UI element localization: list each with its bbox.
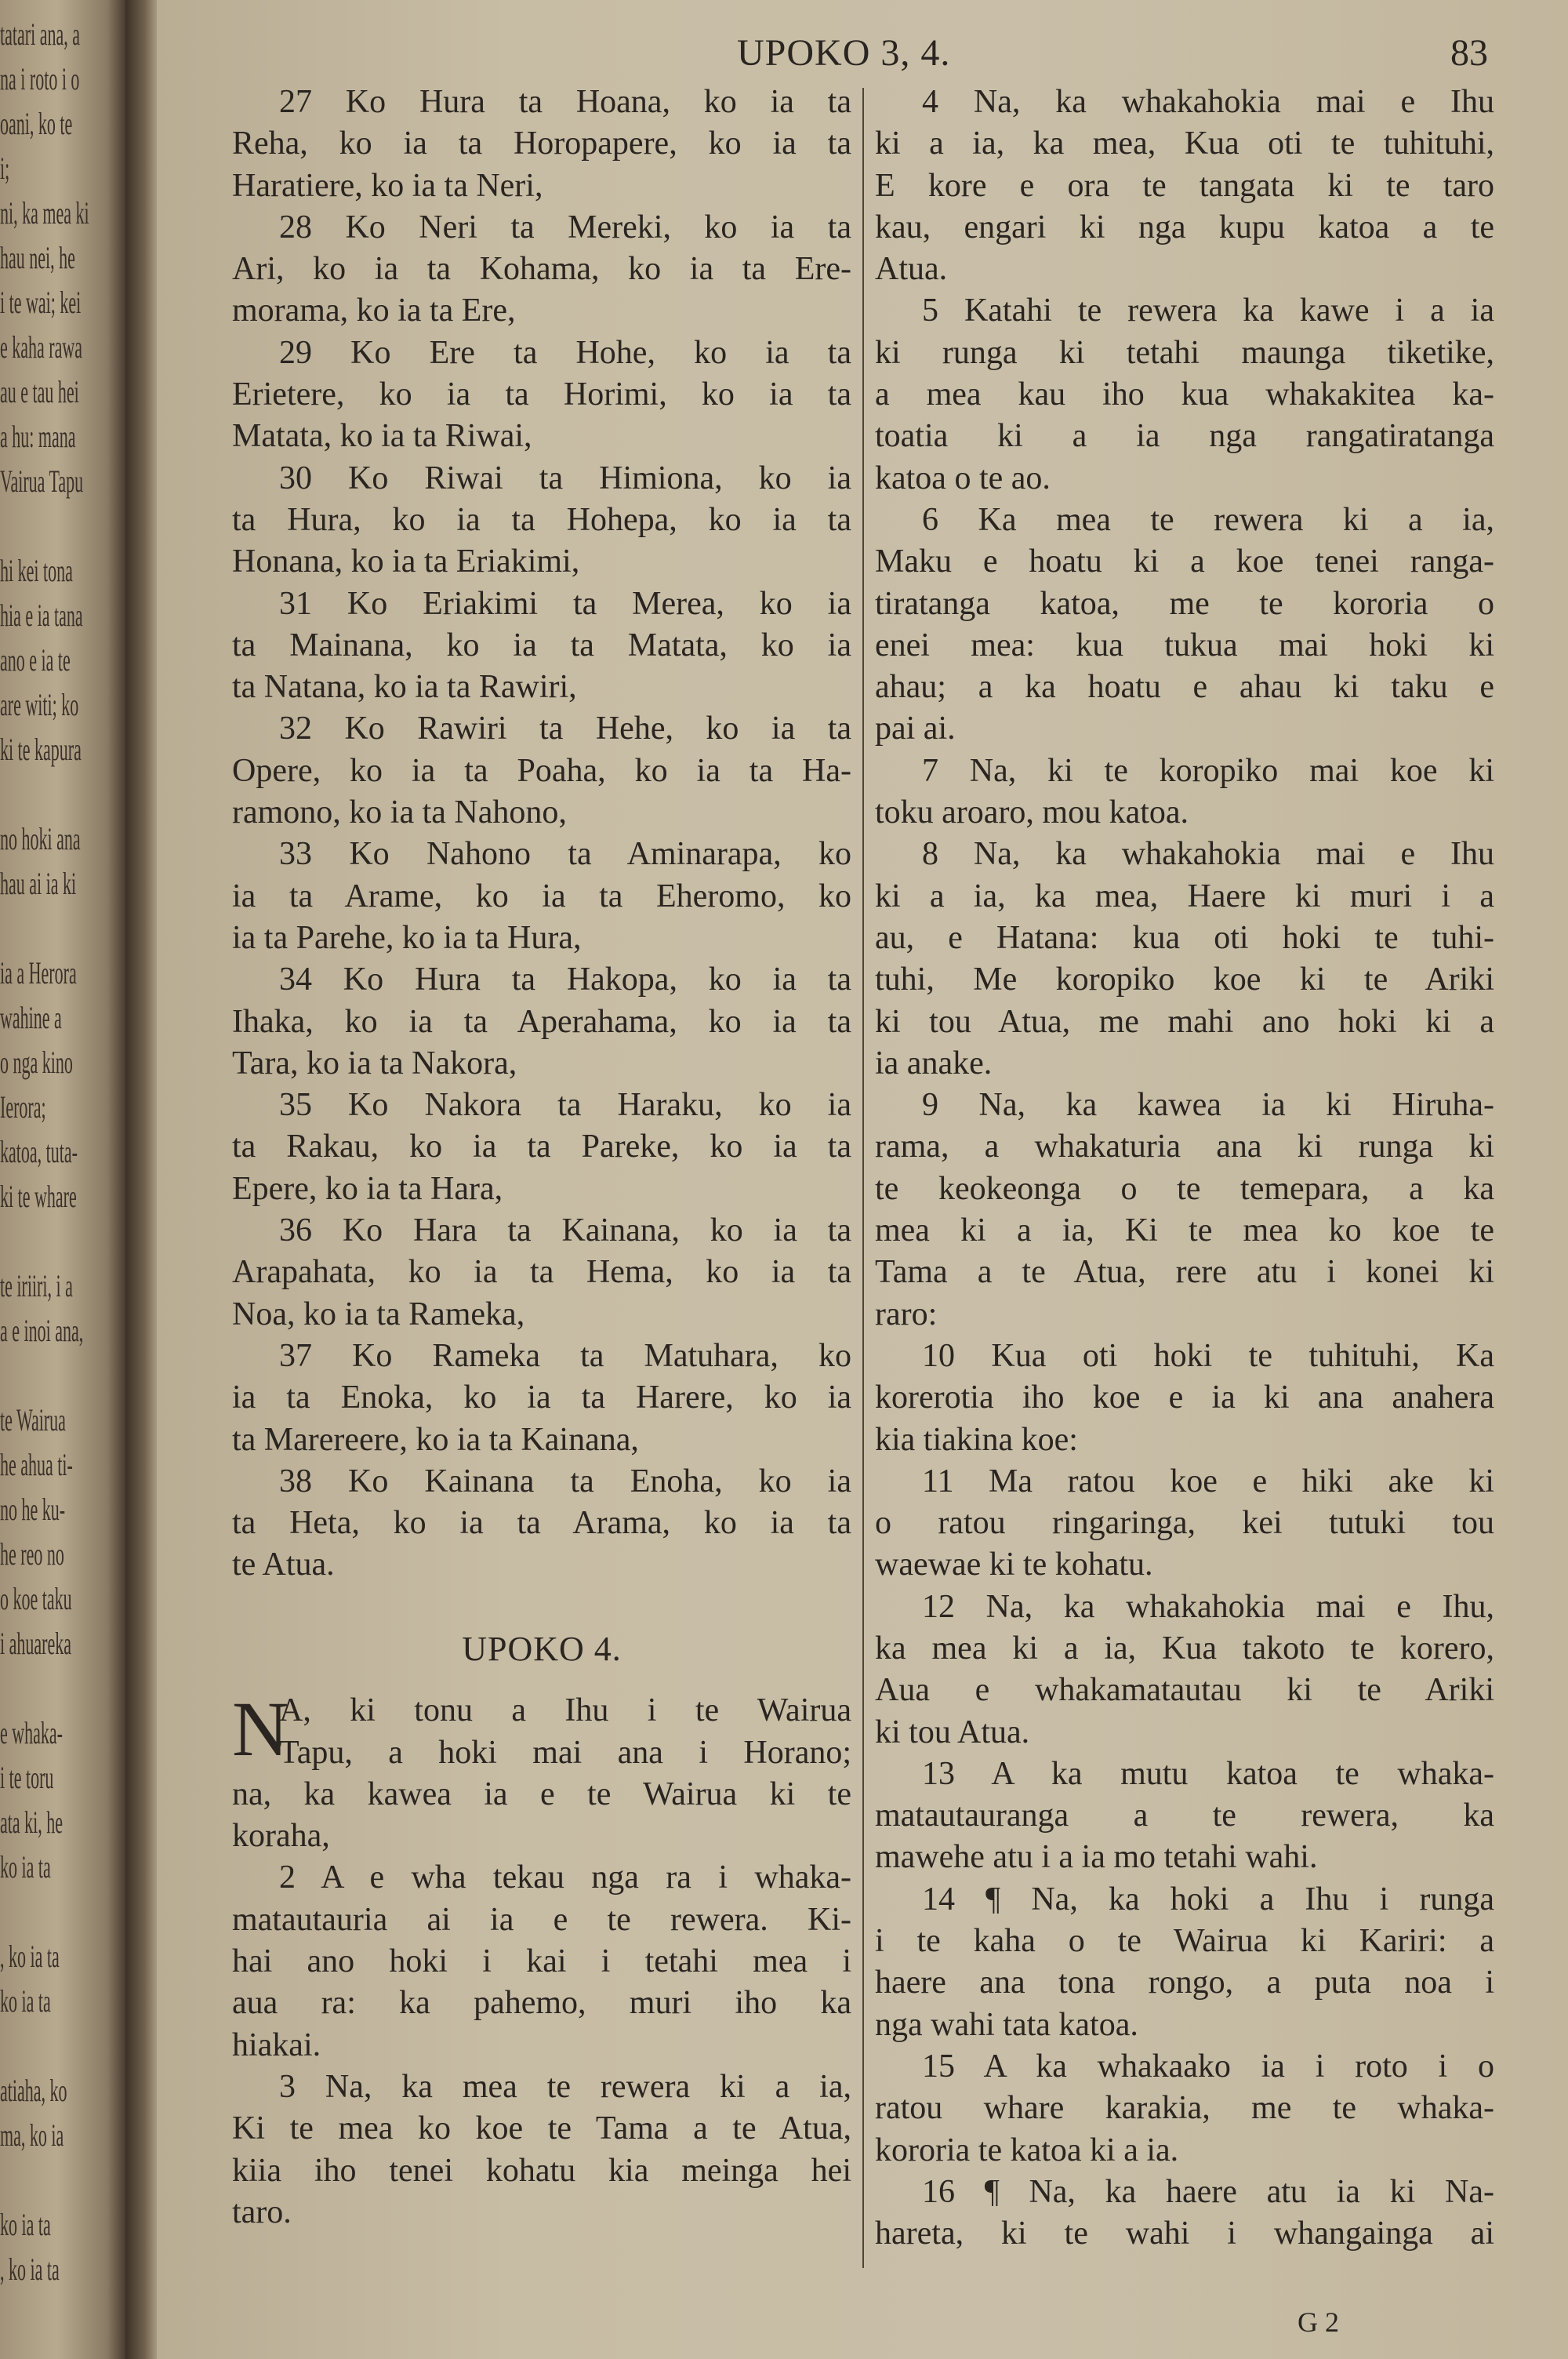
text-line: 33 Ko Nahono ta Aminarapa, ko <box>279 836 851 873</box>
text-line: 11 Ma ratou koe e hiki ake ki <box>922 1463 1494 1499</box>
drop-cap: N <box>232 1685 289 1773</box>
text-line: ramono, ko ia ta Nahono, <box>232 794 567 831</box>
text-line: au, e Hatana: kua oti hoki te tuhi- <box>875 919 1494 956</box>
facing-page-fragment: ni, ka mea ki <box>0 195 89 231</box>
text-line: kia tiakina koe: <box>875 1421 1078 1458</box>
text-line: Maku e hoatu ki a koe tenei ranga- <box>875 543 1494 580</box>
facing-page-fragment: a hu: mana <box>0 419 76 454</box>
running-title: UPOKO 3, 4. <box>737 32 951 74</box>
text-line: ki a ia, ka mea, Kua oti te tuhituhi, <box>875 125 1494 162</box>
signature-mark: G 2 <box>1298 2306 1339 2338</box>
text-line: 34 Ko Hura ta Hakopa, ko ia ta <box>279 961 851 998</box>
text-line: 31 Ko Eriakimi ta Merea, ko ia <box>279 585 851 622</box>
text-line: ki a ia, ka mea, Haere ki muri i a <box>875 878 1494 914</box>
facing-page-fragment: atiaha, ko <box>0 2073 67 2108</box>
text-line: 3 Na, ka mea te rewera ki a ia, <box>279 2068 851 2105</box>
text-line: te keokeonga o te temepara, a ka <box>875 1170 1494 1207</box>
facing-page-fragment: ko ia ta <box>0 1849 51 1885</box>
text-line: koraha, <box>232 1818 330 1855</box>
text-line: E kore e ora te tangata ki te taro <box>875 167 1494 204</box>
text-line: hiakai. <box>232 2026 321 2063</box>
text-line: 7 Na, ki te koropiko mai koe ki <box>922 752 1494 789</box>
facing-page-fragment: ma, ko ia <box>0 2117 64 2153</box>
facing-page-fragment: i te toru <box>0 1760 54 1795</box>
text-line: 5 Katahi te rewera ka kawe i a ia <box>922 293 1494 329</box>
text-line: 14 ¶ Na, ka hoki a Ihu i runga <box>922 1881 1494 1917</box>
text-line: ki runga ki tetahi maunga tiketike, <box>875 334 1494 371</box>
text-line: kiia iho tenei kohatu kia meinga hei <box>232 2152 851 2189</box>
text-line: nga wahi tata katoa. <box>875 2006 1138 2043</box>
text-line: korerotia iho koe e ia ki ana anahera <box>875 1379 1494 1416</box>
text-line: raro: <box>875 1296 938 1332</box>
facing-page-fragment: ko ia ta <box>0 1983 51 2019</box>
facing-page-fragment: hau nei, he <box>0 240 75 275</box>
text-line: ki tou Atua, me mahi ano hoki ki a <box>875 1003 1494 1040</box>
facing-page-fragment: na i roto i o <box>0 61 80 96</box>
text-line: rama, a whakaturia ana ki runga ki <box>875 1129 1494 1165</box>
book-page <box>157 0 1568 2359</box>
text-line: 15 A ka whakaako ia i roto i o <box>922 2048 1494 2085</box>
text-line: Erietere, ko ia ta Horimi, ko ia ta <box>232 376 851 413</box>
chapter-4-verses-continued <box>875 82 1494 2255</box>
text-line: mawehe atu i a ia mo tetahi wahi. <box>875 1839 1318 1876</box>
text-line: Tara, ko ia ta Nakora, <box>232 1045 517 1081</box>
facing-page-fragment: o koe taku <box>0 1581 72 1616</box>
text-line: 10 Kua oti hoki te tuhituhi, Ka <box>922 1337 1494 1374</box>
chapter-4-verses <box>232 1685 851 2234</box>
text-line: ia ta Parehe, ko ia ta Hura, <box>232 919 582 956</box>
facing-page-fragment: te iriiri, i a <box>0 1268 73 1303</box>
text-line: matautauranga a te rewera, ka <box>875 1797 1494 1834</box>
left-column <box>232 82 851 2234</box>
text-line: waewae ki te kohatu. <box>875 1547 1153 1583</box>
facing-page-fragment: i te wai; kei <box>0 285 82 320</box>
text-line: toatia ki a ia nga rangatiratanga <box>875 418 1494 455</box>
facing-page-fragment: ia a Herora <box>0 955 77 990</box>
facing-page-fragment: katoa, tuta- <box>0 1134 78 1169</box>
text-line: toku aroaro, mou katoa. <box>875 794 1189 831</box>
facing-page-fragment: a e inoi ana, <box>0 1313 84 1348</box>
text-line: 29 Ko Ere ta Hohe, ko ia ta <box>279 334 851 371</box>
facing-page-fragment: ki te whare <box>0 1179 77 1214</box>
facing-page-fragment: te Wairua <box>0 1402 66 1438</box>
text-line: 27 Ko Hura ta Hoana, ko ia ta <box>279 84 851 120</box>
text-line: 12 Na, ka whakahokia mai e Ihu, <box>922 1588 1494 1625</box>
text-line: matautauria ai ia e te rewera. Ki- <box>232 1901 851 1938</box>
spacer <box>232 1670 851 1690</box>
text-line: 16 ¶ Na, ka haere atu ia ki Na- <box>922 2173 1494 2210</box>
text-line: ia ta Enoka, ko ia ta Harere, ko ia <box>232 1379 851 1416</box>
text-line: Reha, ko ia ta Horopapere, ko ia ta <box>232 125 851 162</box>
facing-page-fragment: he reo no <box>0 1536 64 1572</box>
text-line: 28 Ko Neri ta Mereki, ko ia ta <box>279 209 851 245</box>
text-line: 8 Na, ka whakahokia mai e Ihu <box>922 836 1494 873</box>
facing-page-fragment: he ahua ti- <box>0 1447 73 1482</box>
text-line: ia anake. <box>875 1045 993 1081</box>
facing-page-fragment: Vairua Tapu <box>0 463 84 499</box>
facing-page-fragment: ko ia ta <box>0 2207 51 2242</box>
text-line: Noa, ko ia ta Rameka, <box>232 1296 525 1332</box>
text-line: hareta, ki te wahi i whangainga ai <box>875 2215 1494 2252</box>
facing-page-fragment: no hoki ana <box>0 821 81 856</box>
text-line: ta Natana, ko ia ta Rawiri, <box>232 669 577 706</box>
text-line: Tapu, a hoki mai ana i Horano; <box>279 1734 851 1771</box>
text-line: ka mea ki a ia, Kua takoto te korero, <box>875 1630 1494 1667</box>
text-line: morama, ko ia ta Ere, <box>232 293 516 329</box>
facing-page-fragment: are witi; ko <box>0 687 79 722</box>
facing-page-fragment: e kaha rawa <box>0 329 83 365</box>
text-line: Haratiere, ko ia ta Neri, <box>232 167 543 204</box>
text-line: kororia te katoa ki a ia. <box>875 2132 1179 2168</box>
facing-page-fragment: hi kei tona <box>0 553 73 588</box>
text-line: pai ai. <box>875 711 956 747</box>
chapter-3-verses <box>232 82 851 1587</box>
facing-page-fragment: Ierora; <box>0 1089 46 1125</box>
text-line: Ihaka, ko ia ta Aperahama, ko ia ta <box>232 1003 851 1040</box>
text-line-body: A, ki tonu a Ihu i te Wairua <box>279 1692 851 1729</box>
text-line: ta Marereere, ko ia ta Kainana, <box>232 1421 639 1458</box>
right-column <box>875 82 1494 2255</box>
facing-page-fragment: i; <box>0 151 10 186</box>
page-number: 83 <box>1450 32 1488 74</box>
column-rule <box>862 88 864 2268</box>
text-line: Matata, ko ia ta Riwai, <box>232 418 532 455</box>
facing-page-fragment: ano e ia te <box>0 642 71 678</box>
text-line: ta Mainana, ko ia ta Matata, ko ia <box>232 627 851 663</box>
text-line: te Atua. <box>232 1547 335 1583</box>
facing-page-fragment: hau ai ia ki <box>0 866 77 901</box>
facing-page-fragment: , ko ia ta <box>0 2252 60 2287</box>
facing-page-fragment: i ahuareka <box>0 1626 71 1661</box>
text-line: 2 A e wha tekau nga ra i whaka- <box>279 1859 851 1896</box>
facing-page-fragment: tatari ana, a <box>0 16 80 52</box>
text-line: Honana, ko ia ta Eriakimi, <box>232 543 580 580</box>
text-line: Ki te mea ko koe te Tama a te Atua, <box>232 2110 851 2147</box>
chapter-heading: UPOKO 4. <box>462 1629 622 1668</box>
text-line: kau, engari ki nga kupu katoa a te <box>875 209 1494 245</box>
text-line: 38 Ko Kainana ta Enoha, ko ia <box>279 1463 851 1499</box>
text-line: Tama a te Atua, rere atu i konei ki <box>875 1254 1494 1291</box>
text-line: Aua e whakamatautau ki te Ariki <box>875 1672 1494 1709</box>
facing-page-fragment: hia e ia tana <box>0 598 83 633</box>
text-line: 37 Ko Rameka ta Matuhara, ko <box>279 1337 851 1374</box>
text-line: ki tou Atua. <box>875 1714 1030 1750</box>
text-line: haere ana tona rongo, a puta noa i <box>875 1965 1494 2001</box>
facing-page-fragment: ki te kapura <box>0 732 82 767</box>
text-line: 9 Na, ka kawea ia ki Hiruha- <box>922 1087 1494 1124</box>
text-line: ahau; a ka hoatu e ahau ki taku e <box>875 669 1494 706</box>
facing-page-fragment: wahine a <box>0 1000 62 1035</box>
spacer <box>232 1587 851 1628</box>
text-line: ia ta Arame, ko ia ta Eheromo, ko <box>232 878 851 914</box>
text-line: 36 Ko Hara ta Kainana, ko ia ta <box>279 1212 851 1249</box>
text-line: Ari, ko ia ta Kohama, ko ia ta Ere- <box>232 251 851 288</box>
facing-page-fragment: , ko ia ta <box>0 1939 60 1974</box>
facing-page-fragment: oani, ko te <box>0 106 73 141</box>
text-line: ratou whare karakia, me te whaka- <box>875 2090 1494 2127</box>
text-line: ta Rakau, ko ia ta Pareke, ko ia ta <box>232 1129 851 1165</box>
facing-page-edge <box>0 0 125 2359</box>
text-line: hai ano hoki i kai i tetahi mea i <box>232 1943 851 1980</box>
text-line: 13 A ka mutu katoa te whaka- <box>922 1755 1494 1792</box>
text-line: ta Hura, ko ia ta Hohepa, ko ia ta <box>232 501 851 538</box>
text-line: 32 Ko Rawiri ta Hehe, ko ia ta <box>279 711 851 747</box>
text-line: tuhi, Me koropiko koe ki te Ariki <box>875 961 1494 998</box>
facing-page-fragment: ata ki, he <box>0 1805 64 1840</box>
text-line: 4 Na, ka whakahokia mai e Ihu <box>922 84 1494 120</box>
text-line: enei mea: kua tukua mai hoki ki <box>875 627 1494 663</box>
text-line: o ratou ringaringa, kei tutuki tou <box>875 1505 1494 1542</box>
text-line: mea ki a ia, Ki te mea ko koe te <box>875 1212 1494 1249</box>
text-line: tiratanga katoa, me te kororia o <box>875 585 1494 622</box>
text-line: Epere, ko ia ta Hara, <box>232 1170 503 1207</box>
text-line: 35 Ko Nakora ta Haraku, ko ia <box>279 1087 851 1124</box>
text-line: na, ka kawea ia e te Wairua ki te <box>232 1776 851 1812</box>
facing-page-fragment: o nga kino <box>0 1045 73 1080</box>
text-line: ta Heta, ko ia ta Arama, ko ia ta <box>232 1505 851 1542</box>
facing-page-fragment: e whaka- <box>0 1715 64 1750</box>
text-line: i te kaha o te Wairua ki Kariri: a <box>875 1923 1494 1960</box>
text-line: aua ra: ka pahemo, muri iho ka <box>232 1985 851 2022</box>
text-line: Atua. <box>875 251 948 288</box>
text-line: 30 Ko Riwai ta Himiona, ko ia <box>279 460 851 496</box>
text-line: 6 Ka mea te rewera ki a ia, <box>922 501 1494 538</box>
facing-page-fragment: au e tau hei <box>0 374 79 409</box>
facing-page-fragment: no he ku- <box>0 1492 66 1527</box>
text-line: katoa o te ao. <box>875 460 1051 496</box>
text-line: Opere, ko ia ta Poaha, ko ia ta Ha- <box>232 752 851 789</box>
text-line: a mea kau iho kua whakakitea ka- <box>875 376 1494 413</box>
text-line: Arapahata, ko ia ta Hema, ko ia ta <box>232 1254 851 1291</box>
book-gutter <box>125 0 157 2359</box>
text-line: taro. <box>232 2194 292 2230</box>
